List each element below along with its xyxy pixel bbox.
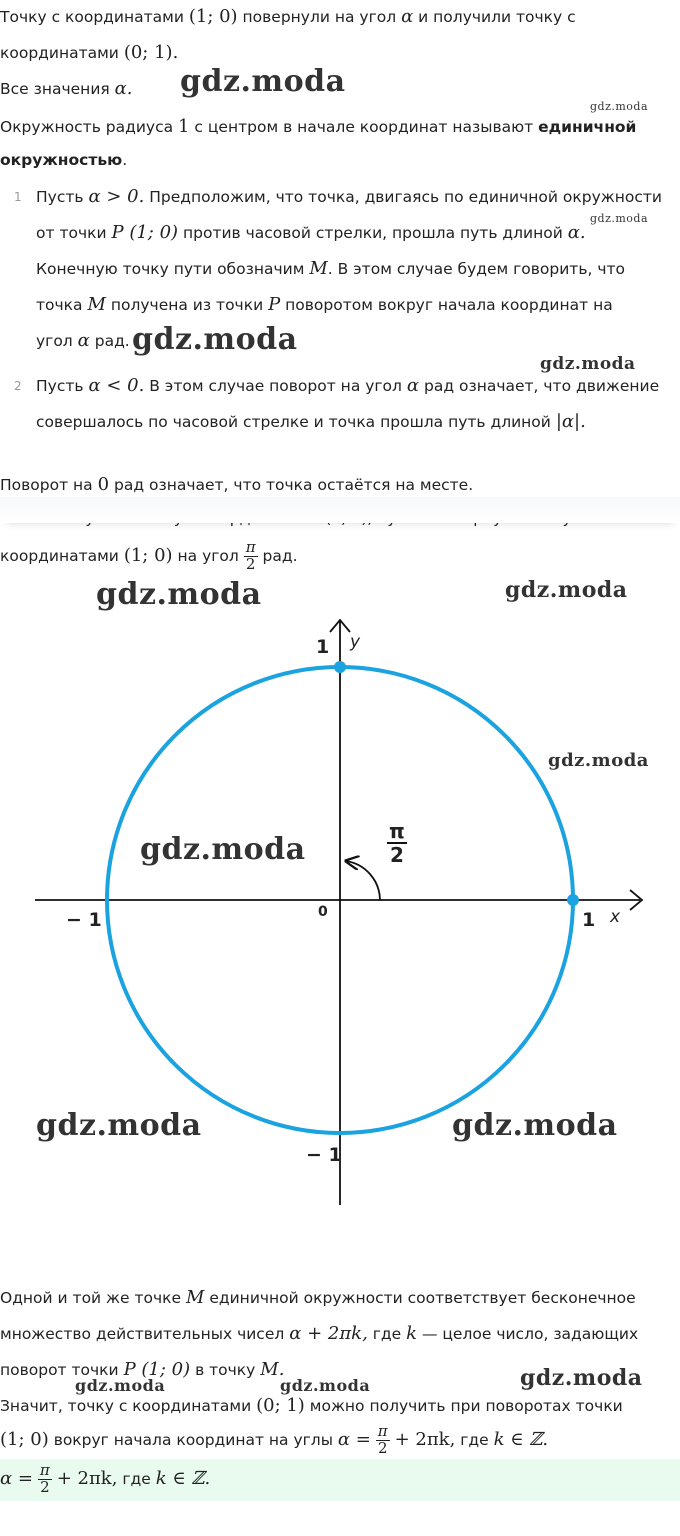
math: |α|. [555,411,586,432]
bottom-line-4 [0,1395,623,1416]
text: вокруг начала координат на углы [53,1430,333,1449]
list-item-1-line-2 [36,222,586,243]
watermark: gdz.moda [75,1376,166,1395]
text: Предположим, что точка, двигаясь по единичной окружности [149,188,662,206]
origin-label: 0 [318,904,328,920]
list-item-2-line-2 [36,411,586,432]
definition-line-1 [0,116,636,137]
text: Точку с координатами [0,8,184,26]
text: можно получить при поворотах точки [309,1397,623,1415]
text: множество действительных чисел [0,1325,285,1343]
denominator: 2 [377,1438,388,1457]
bold-term: окружностью [0,151,123,169]
math: (1; 0) [188,6,238,27]
math: M [185,1287,205,1308]
fraction-pi-over-2 [376,1424,390,1457]
text: Конечную точку пути обозначим [36,260,305,278]
question-line [0,78,133,99]
zero-rotation-line [0,474,473,495]
math: (0; 1) [256,1395,305,1416]
math: α [406,375,420,396]
text: на угол [177,546,239,565]
text: получена из точки [110,296,264,314]
text: где [372,1325,402,1343]
math: α. [567,222,586,243]
text: совершалось по часовой стрелке и точка прошла путь длиной [36,413,551,431]
text: Значит, точку с координатами [0,1397,252,1415]
bold-term: единичной [538,118,637,136]
text: . [122,151,128,169]
text: рад. [262,546,298,565]
answer-line [0,1463,210,1496]
math: α = [0,1467,33,1489]
tick-label-right: 1 [582,909,596,931]
math: α. [114,78,133,99]
list-item-1-line-3 [36,258,625,279]
math: M. [260,1359,285,1380]
text: рад означает, что движение [423,377,660,395]
definition-line-2 [0,151,127,169]
list-item-1-line-1 [36,186,662,207]
text: в точку [195,1361,256,1379]
text: против часовой стрелки, прошла путь длиной [183,224,563,242]
watermark: gdz.moda [132,322,298,357]
angle-denominator: 2 [389,843,404,867]
text: от точки [36,224,107,242]
fraction-pi-over-2 [244,540,258,573]
text: Поворот на [0,476,93,494]
numerator: π [377,1422,388,1440]
text: В этом случае поворот на угол [149,377,402,395]
bottom-line-5 [0,1424,548,1457]
math: + 2πk, [394,1428,456,1450]
x-axis-label: x [610,907,621,927]
denominator: 2 [40,1477,50,1496]
watermark: gdz.moda [140,832,306,867]
watermark: gdz.moda [505,577,628,603]
fraction-pi-over-2 [38,1463,52,1496]
text: Пусть [36,377,84,395]
text: с центром в начале координат называют [194,118,534,136]
section-divider [0,497,680,523]
list-number: 2 [14,379,22,393]
tick-label-top: 1 [316,636,330,658]
text: единичной окружности соответствует бесконечное [209,1289,636,1307]
text: поворотом вокруг начала координат на [285,296,613,314]
watermark: gdz.moda [180,64,346,99]
text: рад. [94,332,130,350]
math: 0 [97,474,110,495]
math: α < 0. [88,375,145,396]
bottom-line-2 [0,1323,638,1344]
numerator: π [245,538,256,556]
list-item-2-line-1 [36,375,659,396]
answer-intro-line [0,540,298,573]
text: рад означает, что точка остаётся на месте. [114,476,474,494]
text: Окружность радиуса [0,118,174,136]
bottom-line-1 [0,1287,636,1308]
watermark: gdz.moda [36,1108,202,1143]
math: M [87,294,106,315]
text: где [122,1469,151,1488]
text: . В этом случае будем говорить, что [327,260,625,278]
math: α + 2πk, [289,1323,368,1344]
math: (1; 0) [123,544,173,566]
math: k ∈ ℤ. [155,1467,211,1489]
list-item-1-line-5 [36,330,130,351]
text: Пусть [36,188,84,206]
watermark: gdz.moda [520,1365,643,1391]
watermark: gdz.moda [590,100,649,113]
math: α [401,6,414,27]
text: — целое число, задающих [421,1325,639,1343]
angle-label [387,820,407,866]
watermark: gdz.moda [548,750,649,771]
angle-numerator: π [389,819,405,843]
text: Одной и той же точке [0,1289,182,1307]
math: M [309,258,328,279]
intro-line-2 [0,42,178,63]
text: координатами [0,546,119,565]
math: (0; 1). [123,42,179,63]
math: 1 [178,116,190,137]
text: угол [36,332,73,350]
math: P [268,294,281,315]
intro-line-1 [0,6,576,27]
watermark: gdz.moda [590,212,649,225]
watermark: gdz.moda [452,1108,618,1143]
text: повернули на угол [242,8,397,26]
text: Все значения [0,80,110,98]
text: где [460,1430,489,1449]
denominator: 2 [245,554,256,573]
math: + 2πk, [56,1467,118,1489]
list-item-1-line-4 [36,294,613,315]
text: точка [36,296,83,314]
math: P (1; 0) [123,1359,191,1380]
numerator: π [39,1461,50,1479]
math: k ∈ ℤ. [493,1428,549,1450]
text: и получили точку с [418,8,576,26]
watermark: gdz.moda [540,354,636,374]
math: P (1; 0) [111,222,179,243]
text: поворот точки [0,1361,119,1379]
math: k [406,1323,418,1344]
watermark: gdz.moda [280,1376,371,1395]
point-0-1 [334,661,346,673]
y-axis-label: y [350,632,361,652]
math: α > 0. [88,186,145,207]
math: (1; 0) [0,1428,49,1450]
math: α [77,330,90,351]
rotation-arc [346,861,380,900]
math: α = [337,1428,371,1450]
watermark: gdz.moda [96,577,262,612]
tick-label-left: − 1 [66,909,102,931]
list-number: 1 [14,190,22,204]
text: координатами [0,44,119,62]
point-1-0 [567,894,579,906]
tick-label-bottom: − 1 [306,1144,342,1166]
